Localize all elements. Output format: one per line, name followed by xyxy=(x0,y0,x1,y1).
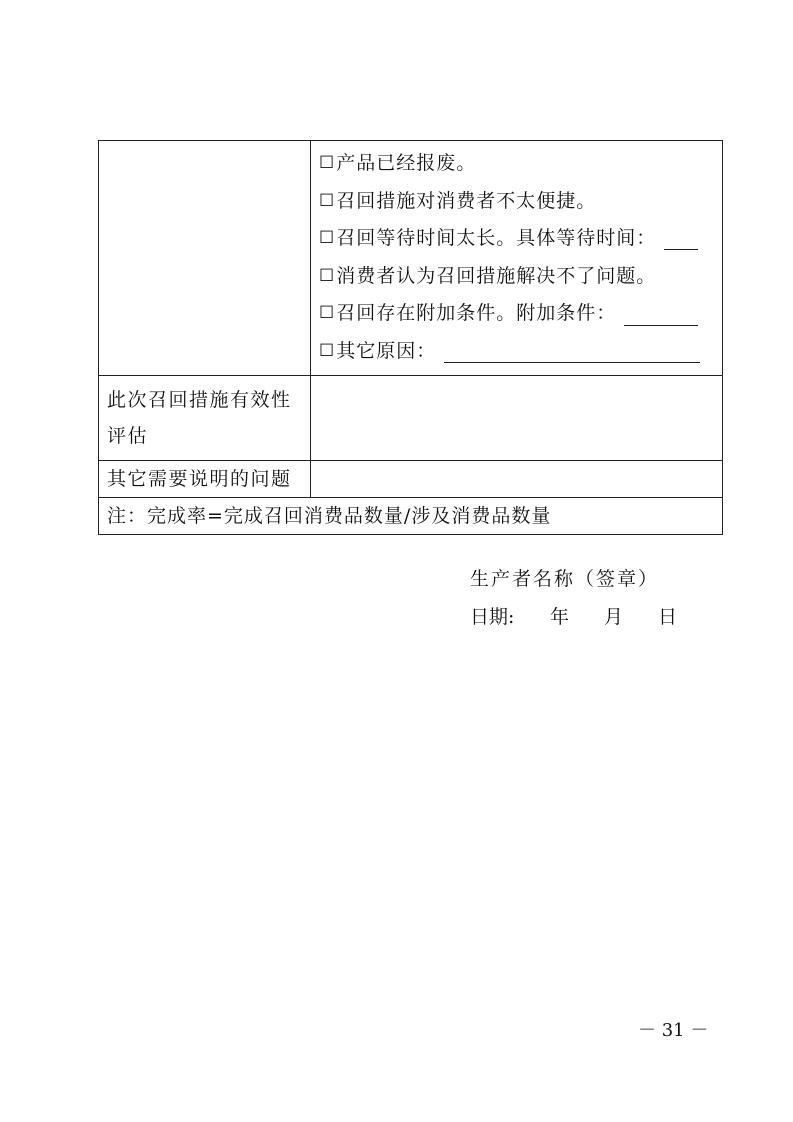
other-issues-row xyxy=(99,460,723,497)
checkbox-icon[interactable]: ☐ xyxy=(319,303,335,324)
other-issues-label: 其它需要说明的问题 xyxy=(99,460,311,497)
date-label: 日期: xyxy=(470,606,515,628)
reason-item[interactable] xyxy=(319,145,714,183)
reason-item[interactable] xyxy=(319,295,714,333)
recall-form-table xyxy=(98,140,723,535)
checkbox-icon[interactable]: ☐ xyxy=(319,265,335,286)
effectiveness-label: 此次召回措施有效性评估 xyxy=(99,375,311,460)
effectiveness-row xyxy=(99,375,723,460)
wait-time-blank[interactable] xyxy=(664,227,698,250)
reason-item[interactable] xyxy=(319,183,714,221)
reason-text: 其它原因： xyxy=(336,339,437,362)
reasons-cell xyxy=(311,141,723,376)
reason-text: 产品已经报废。 xyxy=(336,152,477,174)
date-line xyxy=(470,602,677,629)
checkbox-icon[interactable]: ☐ xyxy=(319,228,335,249)
reason-item[interactable] xyxy=(319,333,714,371)
completion-rate-note: 注：完成率=完成召回消费品数量/涉及消费品数量 xyxy=(99,497,723,534)
reasons-left-cell xyxy=(99,141,311,376)
reason-text: 召回存在附加条件。附加条件： xyxy=(336,302,617,325)
other-issues-value[interactable] xyxy=(311,460,723,497)
reason-item[interactable] xyxy=(319,258,714,296)
other-reason-blank[interactable] xyxy=(444,340,700,363)
reason-text: 召回措施对消费者不太便捷。 xyxy=(336,189,597,212)
reasons-row xyxy=(99,141,723,376)
reason-text: 消费者认为召回措施解决不了问题。 xyxy=(336,264,657,287)
page-number: － 31 － xyxy=(638,1020,709,1041)
month-label: 月 xyxy=(604,606,624,628)
checkbox-icon[interactable]: ☐ xyxy=(319,190,335,211)
conditions-blank[interactable] xyxy=(624,303,698,326)
effectiveness-value[interactable] xyxy=(311,375,723,460)
year-label: 年 xyxy=(550,606,570,628)
reason-item[interactable] xyxy=(319,220,714,258)
note-row xyxy=(99,497,723,534)
producer-signature-label: 生产者名称（签章） xyxy=(470,568,660,590)
checkbox-icon[interactable]: ☐ xyxy=(319,153,335,173)
day-label: 日 xyxy=(658,606,678,628)
reason-text: 召回等待时间太长。具体等待时间： xyxy=(336,227,657,250)
checkbox-icon[interactable]: ☐ xyxy=(319,340,335,361)
